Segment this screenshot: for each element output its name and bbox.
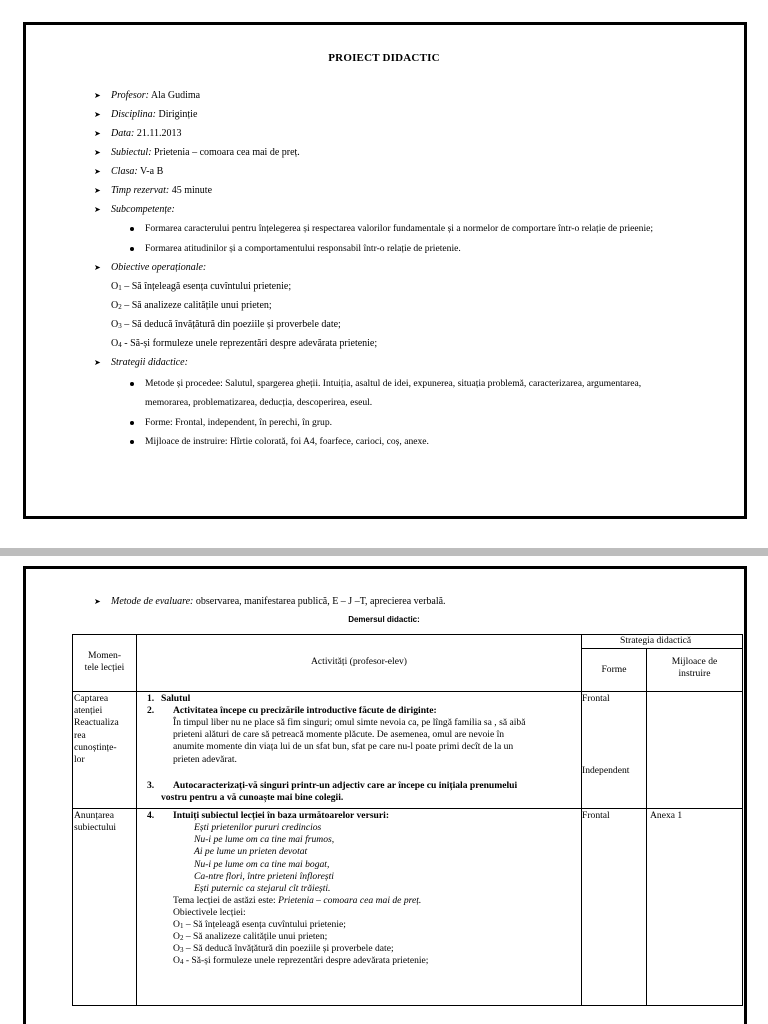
obiective-heading: Obiective operaționale: (111, 262, 207, 273)
row1-forma-frontal: Frontal (582, 693, 610, 704)
row1-item-3-number: 3. (147, 780, 155, 791)
row2-mijloace: Anexa 1 (650, 810, 683, 821)
subcompetenta-2: Formarea atitudinilor și a comportamentului responsabil într-o relație de prietenie. (145, 243, 461, 254)
table-row-line (72, 691, 743, 692)
arrow-bullet-icon: ➤ (94, 358, 101, 367)
arrow-bullet-icon: ➤ (94, 597, 101, 606)
row2-tema: Tema lecției de astăzi este: Prietenia – comoara cea mai de preț. (173, 895, 422, 906)
row1-item-2: Activitatea începe cu precizările introductive făcute de diriginte: (173, 705, 437, 716)
field-clasa: Clasa: V-a B (111, 166, 164, 177)
header-momente: Momen- tele lecției (84, 650, 125, 674)
arrow-bullet-icon: ➤ (94, 263, 101, 272)
table-column-line (136, 634, 137, 1006)
table-border (742, 634, 743, 1006)
arrow-bullet-icon: ➤ (94, 91, 101, 100)
arrow-bullet-icon: ➤ (94, 110, 101, 119)
table-border (72, 634, 73, 1006)
row1-paragraph: În timpul liber nu ne place să fim singuri; omul simte nevoia ca, pe lîngă familia sa , să aibă prieteni alături de care să petreacă momente plăcute. De asemenea, omul are nevoie în anumite momente din viața lui de un sfat bun, sfat pe care nu-l poate primi decît de la un prieten adevărat. (173, 717, 526, 765)
table-row-line (72, 808, 743, 809)
lesson-table (72, 634, 743, 1006)
document-page-2 (0, 556, 768, 1024)
row2-obiectiv-1: O1 – Să înțeleagă esența cuvîntului prietenie; (173, 919, 346, 930)
header-activitati: Activități (profesor-elev) (311, 656, 407, 667)
strategii-mijloace: Mijloace de instruire: Hîrtie colorată, foi A4, foarfece, carioci, coș, anexe. (145, 436, 429, 447)
header-mijloace: Mijloace de instruire (671, 656, 718, 680)
field-profesor: Profesor: Ala Gudima (111, 90, 201, 101)
obiectiv-1: O1 – Să înțeleagă esența cuvîntului prietenie; (111, 281, 292, 292)
row1-item-2-number: 2. (147, 705, 155, 716)
obiectiv-2: O2 – Să analizeze calitățile unui prieten; (111, 300, 272, 311)
subcompetenta-1: Formarea caracterului pentru înțelegerea și respectarea valorilor fundamentale și a normelor de comportare într-o relație de prieenie; (145, 223, 654, 234)
header-strategia: Strategia didactică (620, 635, 692, 646)
strategii-forme: Forme: Frontal, independent, în perechi, în grup. (145, 417, 333, 428)
demersul-heading: Demersul didactic: (348, 615, 420, 624)
row2-obiective-heading: Obiectivele lecției: (173, 907, 246, 918)
row2-obiectiv-3: O3 – Să deducă învățătură din poeziile și proverbele date; (173, 943, 394, 954)
subcompetente-heading: Subcompetențe: (111, 204, 175, 215)
arrow-bullet-icon: ➤ (94, 167, 101, 176)
strategii-heading: Strategii didactice: (111, 357, 188, 368)
row2-item-4: Intuiți subiectul lecției în baza următoarelor versuri: (173, 810, 390, 821)
strategii-metode-line-2: memorarea, problematizarea, deducția, descoperirea, eseul. (145, 397, 373, 408)
table-column-line (646, 648, 647, 1006)
field-data: Data: 21.11.2013 (111, 128, 182, 139)
document-title: PROIECT DIDACTIC (328, 52, 440, 64)
row1-item-1: Salutul (161, 693, 191, 704)
arrow-bullet-icon: ➤ (94, 148, 101, 157)
table-border (72, 1005, 743, 1006)
row2-obiectiv-4: O4 - Să-și formuleze unele reprezentări despre adevărata prietenie; (173, 955, 429, 966)
row1-forma-independent: Independent (582, 765, 630, 776)
row2-obiectiv-2: O2 – Să analizeze calitățile unui prieten; (173, 931, 328, 942)
header-forme: Forme (601, 664, 627, 675)
row1-item-3: Autocaracterizați-vă singuri printr-un adjectiv care ar începe cu inițiala prenumelui vostru pentru a vă cunoaște mai bine colegii. (161, 780, 518, 804)
row2-item-4-number: 4. (147, 810, 155, 821)
bullet-dot-icon (130, 247, 134, 251)
row1-moment: Captarea atenției Reactualiza rea cunoștințe- lor (74, 693, 119, 766)
arrow-bullet-icon: ➤ (94, 186, 101, 195)
field-disciplina: Disciplina: Diriginție (111, 109, 198, 120)
bullet-dot-icon (130, 440, 134, 444)
arrow-bullet-icon: ➤ (94, 205, 101, 214)
field-subiectul: Subiectul: Prietenia – comoara cea mai de preț. (111, 147, 300, 158)
strategii-metode-line-1: Metode și procedee: Salutul, spargerea gheții. Intuiția, asaltul de idei, expunerea, situația problemă, caracterizarea, argumentarea, (145, 378, 642, 389)
metode-evaluare: Metode de evaluare: observarea, manifestarea publică, E – J –T, aprecierea verbală. (111, 596, 446, 607)
bullet-dot-icon (130, 382, 134, 386)
obiectiv-4: O4 - Să-și formuleze unele reprezentări despre adevărata prietenie; (111, 338, 378, 349)
field-timp: Timp rezervat: 45 minute (111, 185, 213, 196)
row1-item-1-number: 1. (147, 693, 155, 704)
bullet-dot-icon (130, 421, 134, 425)
bullet-dot-icon (130, 227, 134, 231)
obiectiv-3: O3 – Să deducă învățătură din poeziile și proverbele date; (111, 319, 341, 330)
row2-moment: Anunțarea subiectului (74, 810, 117, 834)
table-row-line (581, 648, 743, 649)
row2-verses: Ești prietenilor pururi credincios Nu-i pe lume om ca tine mai frumos, Ai pe lume un prieten devotat Nu-i pe lume om ca tine mai bogat, Ca-ntre flori, între prieteni înflorești Ești puternic ca stejarul cît trăiești. (194, 822, 335, 895)
arrow-bullet-icon: ➤ (94, 129, 101, 138)
row2-forma: Frontal (582, 810, 610, 821)
